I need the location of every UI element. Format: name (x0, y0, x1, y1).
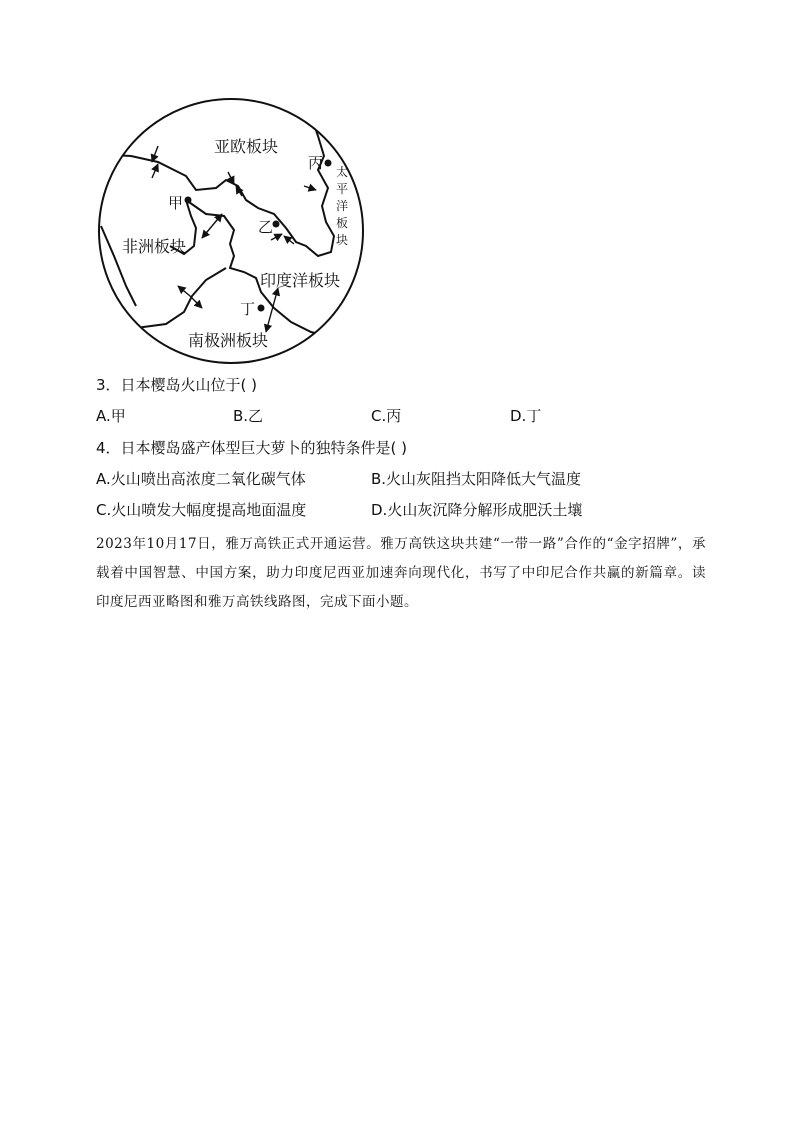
label-pacific-1: 太 (336, 165, 349, 179)
arrow-n9 (304, 186, 316, 190)
label-point-bing: 丙 (308, 154, 324, 172)
plate-map-svg (96, 96, 366, 366)
arrow-n2 (152, 164, 158, 178)
arrow-n13 (272, 288, 278, 310)
q4-option-b[interactable]: B.火山灰阻挡太阳降低大气温度 (371, 470, 582, 488)
q3-option-b[interactable]: B.乙 (233, 407, 264, 425)
q4-option-d[interactable]: D.火山灰沉降分解形成肥沃土壤 (371, 501, 583, 519)
label-point-yi: 乙 (258, 218, 274, 236)
boundary-eurasia-africa (96, 96, 334, 256)
arrow-n12 (266, 310, 272, 332)
point-yi-dot (273, 221, 280, 228)
label-indian-plate: 印度洋板块 (260, 271, 341, 290)
label-antarctic-plate: 南极洲板块 (188, 331, 269, 350)
point-ding-dot (258, 305, 265, 312)
q4-option-a[interactable]: A.火山喷出高浓度二氧化碳气体 (96, 470, 306, 488)
q3-option-a[interactable]: A.甲 (96, 407, 126, 425)
reading-passage: 2023年10月17日，雅万高铁正式开通运营。雅万高铁这块共建“一带一路”合作的“金字招牌”，承载着中国智慧、中国方案，助力印度尼西亚加速奔向现代化，书写了中印尼合作共赢的新篇章。读印度尼西亚略图和雅万高铁线路图，完成下面小题。 (96, 536, 706, 610)
arrow-n10 (178, 286, 190, 296)
arrow-n1 (152, 146, 158, 162)
label-pacific-3: 洋 (336, 199, 349, 213)
label-pacific-2: 平 (336, 182, 349, 196)
arrow-n11 (190, 296, 202, 308)
q3-option-c[interactable]: C.丙 (371, 407, 402, 425)
arrow-n6 (202, 226, 212, 238)
label-point-jia: 甲 (168, 194, 184, 212)
q3-option-d[interactable]: D.丁 (510, 407, 542, 425)
label-eurasian-plate: 亚欧板块 (214, 137, 279, 156)
point-jia-dot (185, 197, 192, 204)
label-african-plate: 非洲板块 (122, 237, 187, 256)
boundary-africa-antarctic (96, 268, 226, 328)
q4-option-c[interactable]: C.火山喷发大幅度提高地面温度 (96, 501, 307, 519)
label-point-ding: 丁 (240, 300, 256, 318)
question-3-stem: 3．日本樱岛火山位于( ) (96, 376, 258, 394)
label-pacific-5: 块 (336, 233, 349, 247)
question-4-stem: 4．日本樱岛盛产体型巨大萝卜的独特条件是( ) (96, 439, 408, 457)
plate-map (96, 96, 366, 366)
point-bing-dot (325, 160, 332, 167)
label-pacific-4: 板 (336, 216, 349, 230)
